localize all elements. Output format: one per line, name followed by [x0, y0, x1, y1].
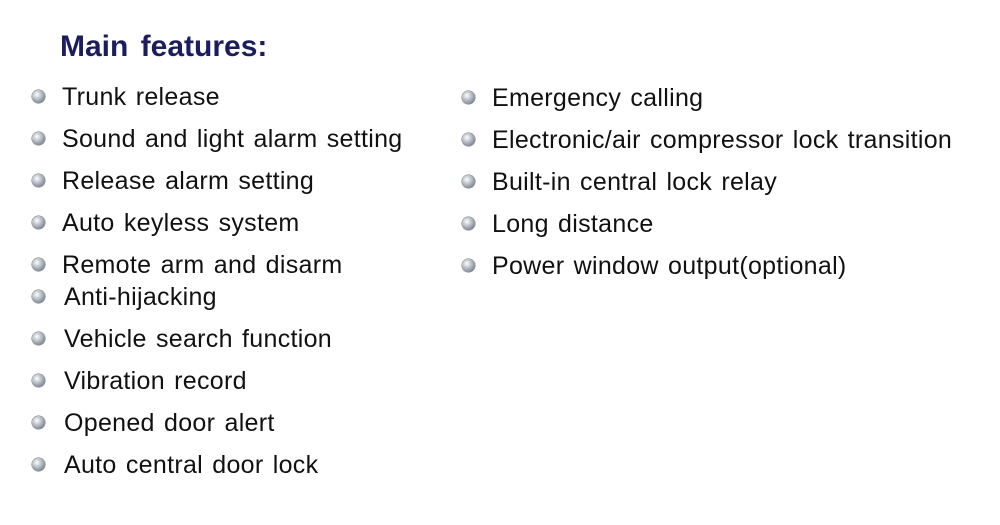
- feature-label: Sound and light alarm setting: [62, 125, 403, 153]
- feature-label: Opened door alert: [64, 409, 275, 437]
- bullet-icon: [462, 175, 475, 188]
- feature-label: Remote arm and disarm: [62, 251, 343, 279]
- feature-label: Vibration record: [64, 367, 247, 395]
- feature-label: Built-in central lock relay: [492, 168, 778, 196]
- feature-label: Anti-hijacking: [64, 283, 217, 311]
- feature-label: Electronic/air compressor lock transition: [492, 126, 953, 154]
- feature-label: Long distance: [492, 210, 654, 238]
- feature-label: Vehicle search function: [64, 325, 333, 353]
- feature-label: Release alarm setting: [62, 167, 315, 195]
- bullet-icon: [32, 374, 45, 387]
- bullet-icon: [32, 290, 45, 303]
- bullet-icon: [32, 174, 45, 187]
- feature-label: Auto keyless system: [62, 209, 300, 237]
- bullet-icon: [32, 332, 45, 345]
- bullet-icon: [462, 259, 475, 272]
- bullet-icon: [32, 458, 45, 471]
- feature-label: Trunk release: [62, 83, 220, 111]
- bullet-icon: [32, 416, 45, 429]
- bullet-icon: [32, 258, 45, 271]
- feature-label: Emergency calling: [492, 84, 704, 112]
- bullet-icon: [32, 132, 45, 145]
- bullet-icon: [32, 90, 45, 103]
- bullet-icon: [462, 217, 475, 230]
- page-title: Main features:: [60, 30, 268, 63]
- bullet-icon: [462, 133, 475, 146]
- bullet-icon: [32, 216, 45, 229]
- bullet-icon: [462, 91, 475, 104]
- feature-label: Power window output(optional): [492, 252, 847, 280]
- feature-label: Auto central door lock: [64, 451, 319, 479]
